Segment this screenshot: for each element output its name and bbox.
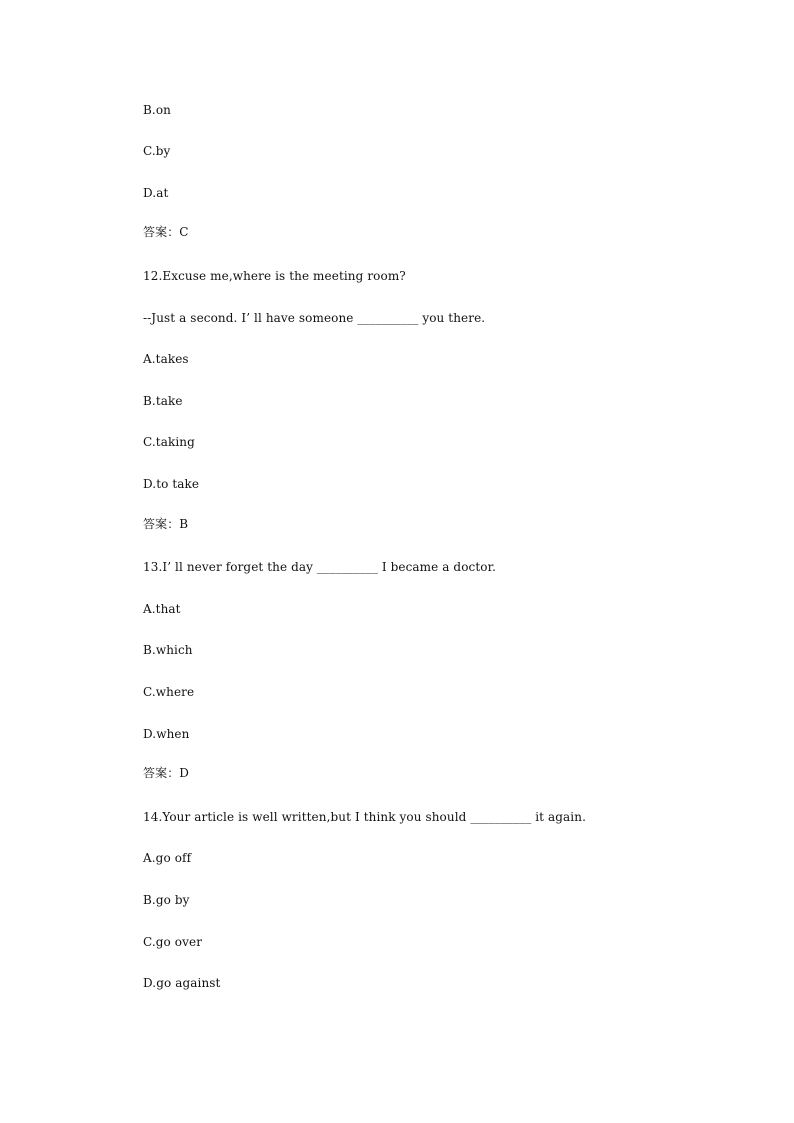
answer-12: 答案：B	[143, 517, 189, 531]
option-d-at: D.at	[143, 186, 169, 200]
option-d-when: D.when	[143, 727, 190, 741]
question-12: 12.Excuse me,where is the meeting room?	[143, 269, 406, 283]
question-13: 13.I’ ll never forget the day __________ I became a doctor.	[143, 560, 497, 574]
option-a-that: A.that	[143, 602, 181, 616]
option-d-to-take: D.to take	[143, 477, 200, 491]
answer-13: 答案：D	[143, 766, 190, 780]
option-a-go-off: A.go off	[143, 851, 192, 865]
answer-11: 答案：C	[143, 225, 189, 239]
question-14: 14.Your article is well written,but I think you should __________ it again.	[143, 810, 586, 824]
option-b-take: B.take	[143, 394, 183, 408]
question-12-dialogue: --Just a second. I’ ll have someone __________ you there.	[143, 311, 486, 325]
option-c-where: C.where	[143, 685, 195, 699]
option-c-by: C.by	[143, 144, 171, 158]
option-c-go-over: C.go over	[143, 935, 203, 949]
option-c-taking: C.taking	[143, 435, 195, 449]
option-b-on: B.on	[143, 103, 171, 117]
option-b-go-by: B.go by	[143, 893, 190, 907]
option-d-go-against: D.go against	[143, 976, 221, 990]
option-b-which: B.which	[143, 643, 193, 657]
option-a-takes: A.takes	[143, 352, 189, 366]
